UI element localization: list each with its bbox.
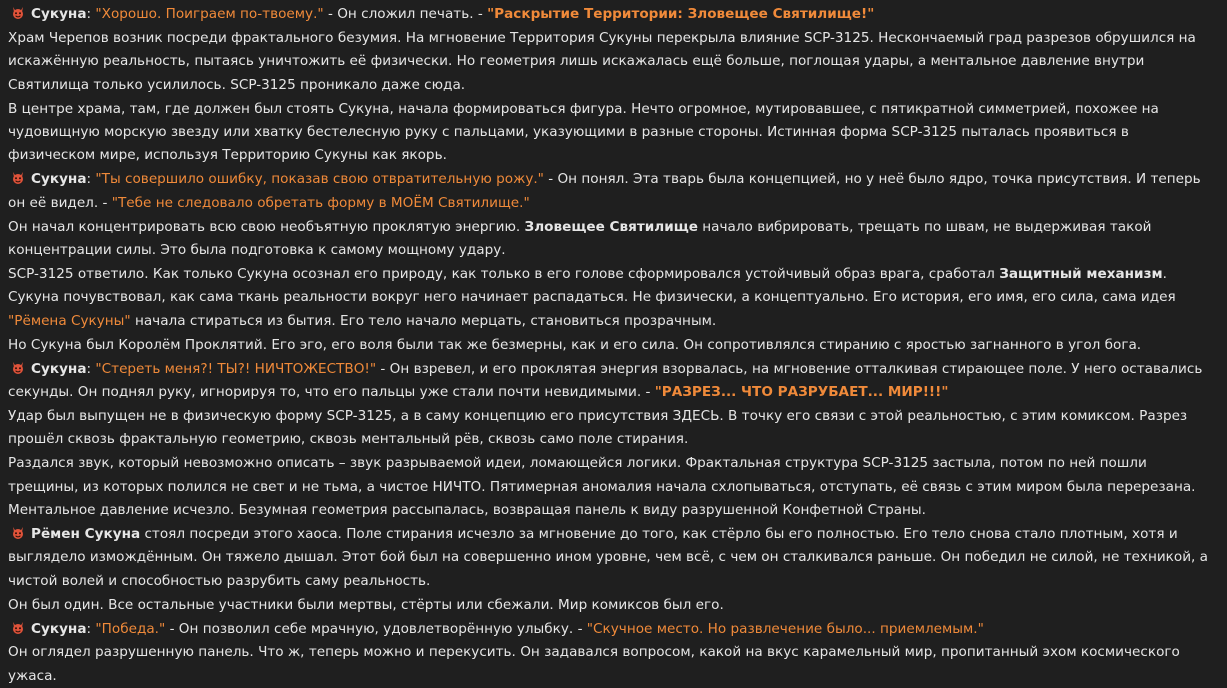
text-segment: Храм Черепов возник посреди фрактального безумия. На мгновение Территория Сукуны перекрыла влияние SCP-3125. Нескончаемый град разрезов обрушился на искажённую реальность, пытаясь уничтожить её физически. Но геометрия лишь искажалась ещё больше, поглощая удары, а ментальное давление внутри Святилища только усилилось. SCP-3125 проникало даже сюда. bbox=[8, 29, 1196, 93]
speaker-line bbox=[8, 168, 1219, 215]
narration-paragraph bbox=[8, 594, 1219, 617]
bold-text: Защитный механизм bbox=[999, 265, 1163, 282]
text-segment: В центре храма, там, где должен был стоять Сукуна, начала формироваться фигура. Нечто огромное, мутировавшее, с пятикратной симметрией, похожее на чудовищную морскую звезду или хватку бестелесную руку с пальцами, указующими в разные стороны. Истинная форма SCP-3125 пыталась проявиться в физическом мире, используя Территорию Сукуны как якорь. bbox=[8, 100, 1159, 164]
text-segment: стоял посреди этого хаоса. Поле стирания исчезло за мгновение до того, как стёрло бы его полностью. Его тело снова стало плотным, хотя и выглядело измождённым. Он тяжело дышал. Этот бой был на совершенно ином уровне, чем всё, с чем он сталкивался раньше. Он победил не силой, не техникой, а чистой волей и способностью разрубить саму реальность. bbox=[8, 525, 1209, 589]
quote-text: "Тебе не следовало обретать форму в МОЁМ Святилище." bbox=[111, 194, 530, 211]
quote-text: "Скучное место. Но развлечение было... приемлемым." bbox=[586, 620, 984, 637]
text-segment: Удар был выпущен не в физическую форму SCP-3125, а в саму концепцию его присутствия ЗДЕСЬ. В точку его связи с этой реальностью, с этим комиксом. Разрез прошёл сквозь фрактальную геометрию, сквозь ментальный рёв, сквозь само поле стирания. bbox=[8, 407, 1188, 448]
text-segment: : bbox=[86, 6, 96, 22]
quote-text: "Победа." bbox=[95, 620, 166, 637]
text-segment: Но Сукуна был Королём Проклятий. Его эго, его воля были так же безмерны, как и его сила. Он сопротивлялся стиранию с яростью загнанного в угол бога. bbox=[8, 336, 1142, 353]
text-segment: : bbox=[86, 360, 96, 377]
bold-text: Сукуна bbox=[31, 171, 87, 188]
quote-text: "Раскрытие Территории: Зловещее Святилище!" bbox=[487, 6, 875, 22]
narration-paragraph bbox=[8, 452, 1219, 522]
narration-paragraph bbox=[8, 98, 1219, 168]
quote-text: "Стереть меня?! ТЫ?! НИЧТОЖЕСТВО!" bbox=[95, 360, 377, 377]
text-segment: начала стираться из бытия. Его тело начало мерцать, становиться прозрачным. bbox=[130, 312, 717, 329]
speaker-line bbox=[8, 358, 1219, 405]
text-segment: SCP-3125 ответило. Как только Сукуна осознал его природу, как только в его голове сформировался устойчивый образ врага, сработал bbox=[8, 265, 1000, 282]
text-segment: - Он взревел, и его проклятая энергия взорвалась, на мгновение отталкивая стирающее поле. У него оставались секунды. Он поднял руку, игнорируя то, что его пальцы уже стали почти невидимыми. - bbox=[8, 360, 1203, 400]
text-segment: - Он позволил себе мрачную, удовлетворённую улыбку. - bbox=[165, 620, 587, 637]
quote-text: "Рёмена Сукуны" bbox=[8, 312, 131, 329]
bold-text: Сукуна bbox=[31, 6, 87, 22]
quote-text: "РАЗРЕЗ... ЧТО РАЗРУБАЕТ... МИР!!!" bbox=[654, 384, 949, 400]
text-segment: . Сукуна почувствовал, как сама ткань реальности вокруг него начинает распадаться. Не физически, а концептуально. Его история, его имя, его сила, сама идея bbox=[8, 265, 1176, 306]
bold-text: Сукуна bbox=[31, 620, 87, 637]
narration-paragraph bbox=[8, 263, 1219, 333]
narration-paragraph bbox=[8, 216, 1219, 263]
text-segment: Раздался звук, который невозможно описать – звук разрываемой идеи, ломающейся логики. Фрактальная структура SCP-3125 застыла, потом по ней пошли трещины, из которых полился не свет и не тьма, а чистое НИЧТО. Пятимерная аномалия начала схлопываться, отступать, её связь с этим миром была перерезана. Ментальное давление исчезло. Безумная геометрия рассыпалась, возвращая панель к виду разрушенной Конфетной Страны. bbox=[8, 455, 1196, 519]
speaker-line bbox=[8, 3, 1219, 26]
bold-text: Рёмен Сукуна bbox=[31, 525, 141, 542]
narration-paragraph bbox=[8, 334, 1219, 357]
bold-text: Зловещее Святилище bbox=[524, 218, 698, 235]
text-segment: начало вибрировать, трещать по швам, не выдерживая такой концентрации силы. Это была подготовка к самому мощному удару. bbox=[8, 218, 1152, 259]
text-segment: : bbox=[86, 620, 96, 637]
speaker-line bbox=[8, 523, 1219, 593]
devil-face-icon bbox=[11, 621, 25, 635]
devil-face-icon bbox=[11, 361, 25, 375]
quote-text: "Хорошо. Поиграем по-твоему." bbox=[95, 6, 324, 22]
devil-face-icon bbox=[11, 526, 25, 540]
devil-face-icon bbox=[11, 6, 25, 20]
devil-face-icon bbox=[11, 171, 25, 185]
text-segment: Он оглядел разрушенную панель. Что ж, теперь можно и перекусить. Он задавался вопросом, какой на вкус карамельный мир, пропитанный эхом космического ужаса. bbox=[8, 644, 1180, 684]
text-segment: - Он понял. Эта тварь была концепцией, но у неё было ядро, точка присутствия. И теперь он её видел. - bbox=[8, 171, 1201, 211]
speaker-line bbox=[8, 618, 1219, 641]
bold-text: Сукуна bbox=[31, 360, 87, 377]
narration-paragraph bbox=[8, 405, 1219, 452]
text-segment: - Он сложил печать. - bbox=[323, 6, 488, 22]
narration-paragraph bbox=[8, 27, 1219, 97]
text-segment: Он был один. Все остальные участники были мертвы, стёрты или сбежали. Мир комиксов был его. bbox=[8, 596, 724, 613]
text-segment: Он начал концентрировать всю свою необъятную проклятую энергию. bbox=[8, 218, 525, 235]
quote-text: "Ты совершило ошибку, показав свою отвратительную рожу." bbox=[95, 171, 544, 188]
narration-paragraph bbox=[8, 641, 1219, 688]
text-segment: : bbox=[86, 171, 96, 188]
